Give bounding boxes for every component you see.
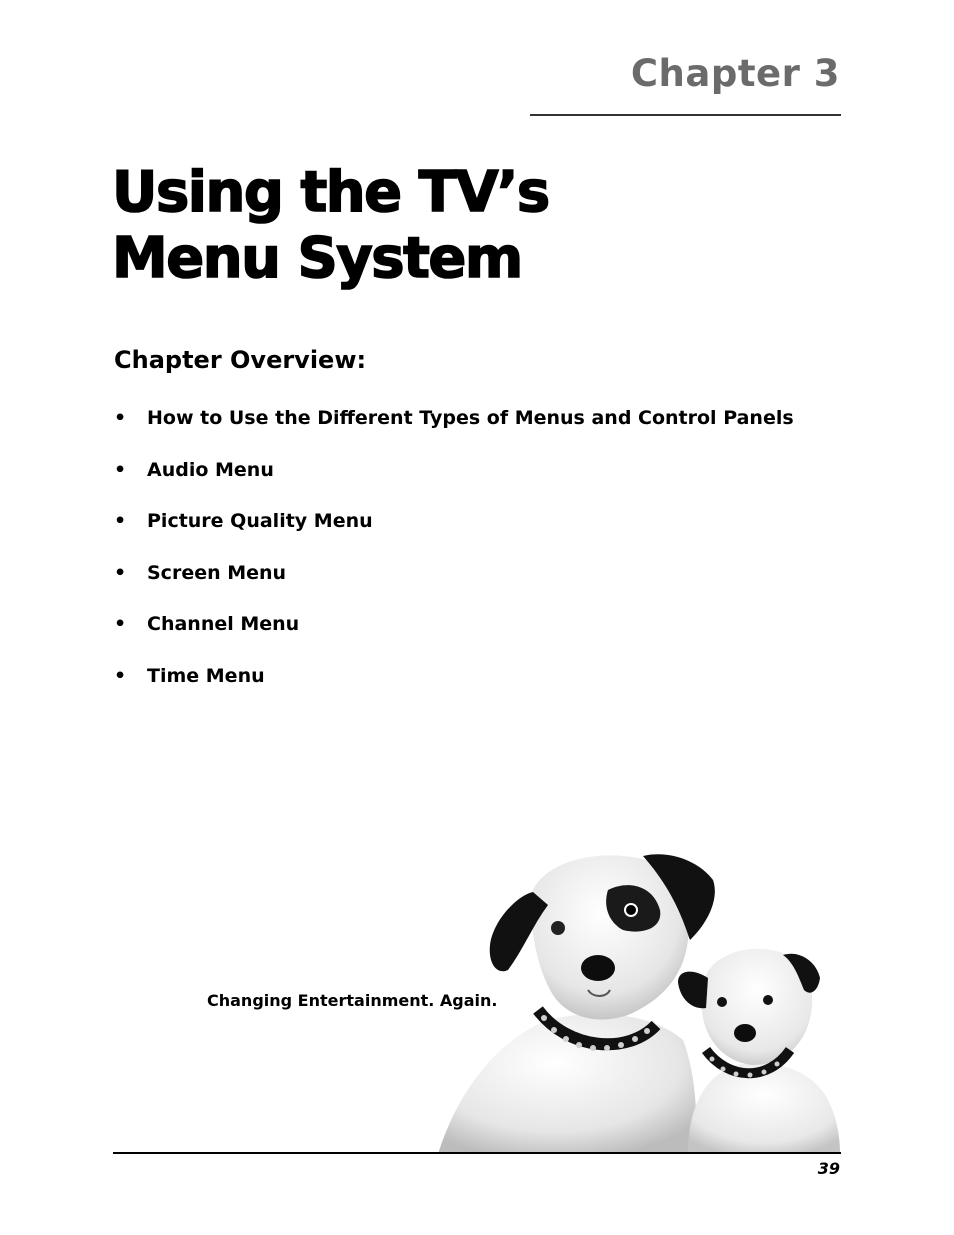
list-item: • Screen Menu: [114, 559, 794, 611]
page-number: 39: [817, 1159, 840, 1178]
page-title-line-1: Using the TV’s: [112, 160, 549, 225]
tagline: Changing Entertainment. Again.: [207, 991, 498, 1010]
list-item: • Channel Menu: [114, 610, 794, 662]
page-title-line-2: Menu System: [112, 226, 522, 291]
list-item: • Time Menu: [114, 662, 794, 714]
overview-heading: Chapter Overview:: [114, 346, 367, 374]
list-item: • Audio Menu: [114, 456, 794, 508]
list-item: • Picture Quality Menu: [114, 507, 794, 559]
footer-divider: [113, 1152, 841, 1154]
chapter-label: Chapter 3: [630, 52, 840, 95]
list-item: • How to Use the Different Types of Menus and Control Panels: [114, 404, 794, 456]
dogs-photo: [438, 850, 842, 1154]
page-title: [112, 160, 549, 292]
overview-list: [114, 404, 794, 713]
chapter-divider: [530, 114, 841, 116]
